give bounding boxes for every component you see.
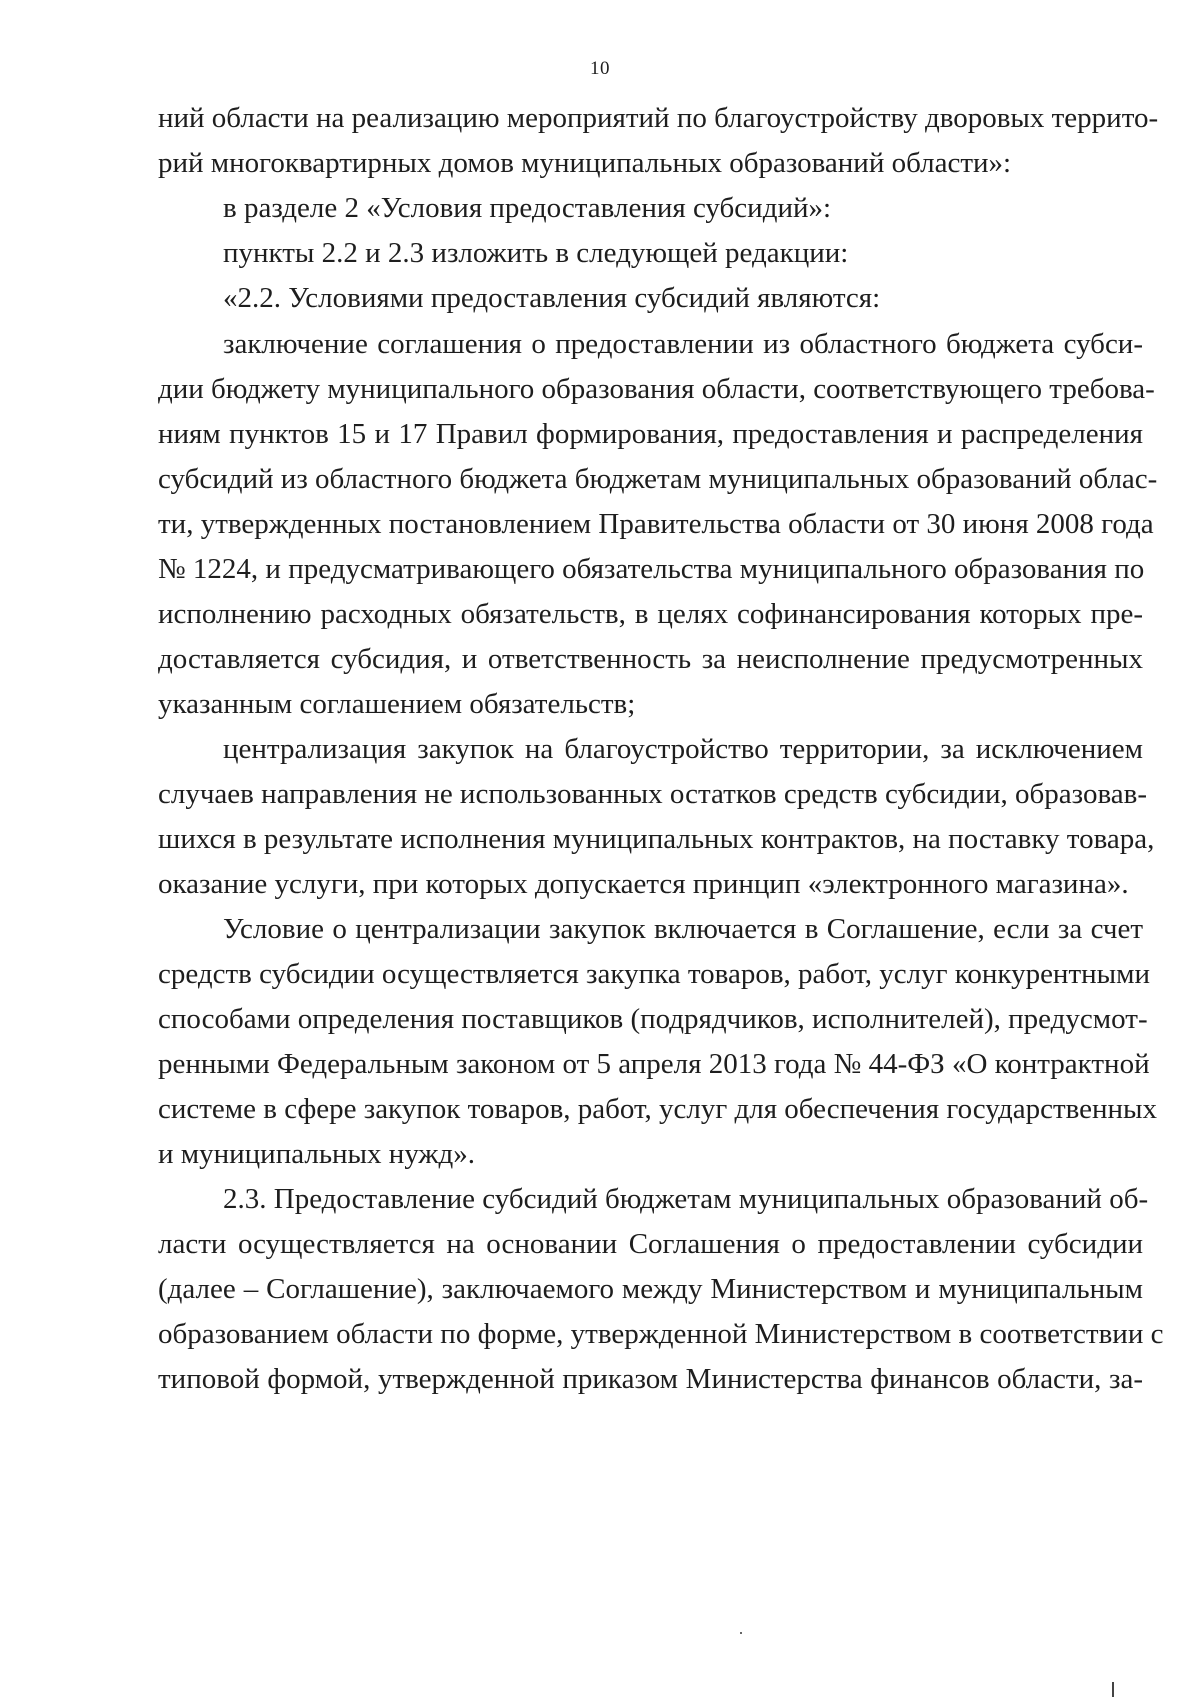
- text-line: в разделе 2 «Условия предоставления субсидий»:: [223, 192, 832, 224]
- text-line: ниям пунктов 15 и 17 Правил формирования, предоставления и распределения: [158, 418, 1143, 450]
- text-line: указанным соглашением обязательств;: [158, 688, 636, 720]
- text-line: системе в сфере закупок товаров, работ, услуг для обеспечения государственных: [158, 1093, 1158, 1125]
- text-line: (далее – Соглашение), заключаемого между Министерством и муниципальным: [158, 1273, 1143, 1305]
- page-number: 10: [590, 58, 610, 79]
- text-line: образованием области по форме, утвержденной Министерством в соответствии с: [158, 1318, 1164, 1350]
- text-line: дии бюджету муниципального образования области, соответствующего требова-: [158, 373, 1155, 405]
- text-line: 2.3. Предоставление субсидий бюджетам муниципальных образований об-: [223, 1183, 1149, 1215]
- text-line: пункты 2.2 и 2.3 изложить в следующей редакции:: [223, 237, 849, 269]
- text-line: рий многоквартирных домов муниципальных образований области»:: [158, 147, 1012, 179]
- text-line: ти, утвержденных постановлением Правительства области от 30 июня 2008 года: [158, 508, 1154, 540]
- text-line: средств субсидии осуществляется закупка товаров, работ, услуг конкурентными: [158, 958, 1151, 990]
- text-line: Условие о централизации закупок включается в Соглашение, если за счет: [223, 913, 1143, 945]
- text-line: централизация закупок на благоустройство территории, за исключением: [223, 733, 1143, 765]
- text-line: субсидий из областного бюджета бюджетам муниципальных образований облас-: [158, 463, 1158, 495]
- text-line: № 1224, и предусматривающего обязательства муниципального образования по: [158, 553, 1145, 585]
- text-line: заключение соглашения о предоставлении из областного бюджета субси-: [223, 328, 1143, 360]
- text-line: ренными Федеральным законом от 5 апреля 2013 года № 44-ФЗ «О контрактной: [158, 1048, 1150, 1080]
- text-line: и муниципальных нужд».: [158, 1138, 475, 1170]
- text-line: ний области на реализацию мероприятий по благоустройству дворовых террито-: [158, 102, 1159, 134]
- text-line: случаев направления не использованных остатков средств субсидии, образовав-: [158, 778, 1147, 810]
- text-line: типовой формой, утвержденной приказом Министерства финансов области, за-: [158, 1363, 1143, 1395]
- text-line: доставляется субсидия, и ответственность за неисполнение предусмотренных: [158, 643, 1143, 675]
- text-line: шихся в результате исполнения муниципальных контрактов, на поставку товара,: [158, 823, 1155, 855]
- text-line: исполнению расходных обязательств, в целях софинансирования которых пре-: [158, 598, 1143, 630]
- text-line: способами определения поставщиков (подрядчиков, исполнителей), предусмот-: [158, 1003, 1148, 1035]
- text-line: ласти осуществляется на основании Соглашения о предоставлении субсидии: [158, 1228, 1143, 1260]
- scan-speck: [740, 1632, 742, 1634]
- text-line: оказание услуги, при которых допускается принцип «электронного магазина».: [158, 868, 1129, 900]
- text-line: «2.2. Условиями предоставления субсидий являются:: [223, 282, 881, 314]
- scan-edge-mark: [1112, 1682, 1114, 1697]
